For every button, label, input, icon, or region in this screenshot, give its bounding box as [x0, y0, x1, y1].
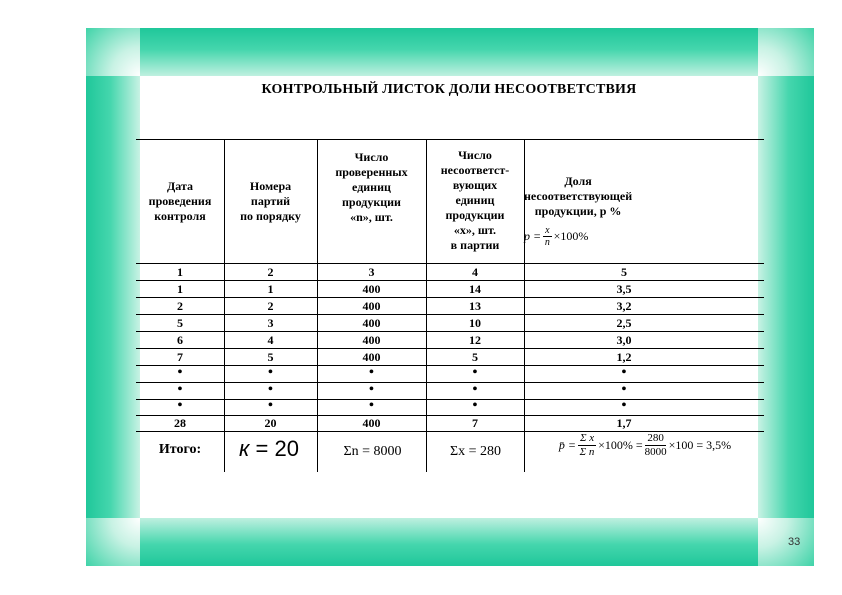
cell-date: 1: [177, 282, 183, 296]
header-nonconforming-units: Число несоответст- вующих единиц продукции «x», шт. в партии: [440, 148, 510, 252]
cell-n: 400: [362, 333, 381, 347]
cell-date: 2: [177, 299, 183, 313]
totals-batch-count: [224, 436, 314, 462]
header-share-label: Доля несоответствующей продукции, p %: [524, 174, 633, 218]
formula-fraction: [543, 225, 551, 248]
mean-formula-fraction-values: [645, 432, 667, 459]
cell-p: 1,7: [616, 416, 632, 430]
mean-formula-fraction-sums: [578, 432, 596, 459]
cell-date: 6: [177, 333, 183, 347]
k-symbol: к: [239, 436, 250, 461]
cell-ellipsis-dot: •: [268, 382, 273, 397]
cell-n: 400: [362, 316, 381, 330]
header-nonconforming-share: [524, 140, 764, 262]
mean-formula-den2: 8000: [644, 446, 667, 458]
cell-n: 400: [362, 416, 381, 430]
totals-mean-share-formula: [526, 432, 764, 459]
header-date: Дата проведения контроля: [148, 178, 212, 223]
cell-batch: 3: [267, 316, 274, 330]
cell-x: 13: [469, 299, 481, 313]
cell-date: 28: [174, 416, 186, 430]
frame-corner-bottom-left: [86, 518, 140, 566]
mean-formula-lhs: p̄ =: [558, 438, 576, 452]
cell-ellipsis-dot: •: [369, 365, 374, 380]
cell-x: 14: [469, 282, 481, 296]
cell-ellipsis-dot: •: [268, 365, 273, 380]
page-number: 33: [788, 536, 801, 548]
frame-right-bar: [758, 76, 814, 518]
cell-ellipsis-dot: •: [472, 365, 478, 380]
formula-numerator: x: [545, 225, 550, 236]
cell-x: 5: [472, 350, 478, 364]
cell-p: 2,5: [616, 316, 632, 330]
cell-ellipsis-dot: •: [472, 382, 478, 397]
mean-formula-den1: Σ n: [579, 446, 595, 458]
cell-n: 400: [362, 350, 381, 364]
cell-n: 400: [362, 282, 381, 296]
cell-date: 5: [177, 316, 183, 330]
cell-ellipsis-dot: •: [177, 382, 183, 397]
cell-ellipsis-dot: •: [621, 365, 627, 380]
cell-batch: 5: [267, 350, 274, 364]
cell-p: 1,2: [616, 350, 632, 364]
cell-p: 3,5: [616, 282, 632, 296]
cell-ellipsis-dot: •: [369, 382, 374, 397]
frame-corner-bottom-right: [758, 518, 814, 566]
frame-corner-top-left: [86, 28, 140, 76]
cell-ellipsis-dot: •: [177, 365, 183, 380]
column-number: 1: [177, 265, 183, 279]
cell-ellipsis-dot: •: [268, 398, 273, 413]
totals-sum-x: Σx = 280: [449, 444, 502, 459]
cell-x: 10: [469, 316, 481, 330]
cell-date: 7: [177, 350, 183, 364]
cell-batch: 20: [264, 416, 277, 430]
cell-x: 7: [472, 416, 478, 430]
mean-formula-num2: 280: [647, 432, 664, 444]
cell-p: 3,2: [616, 299, 632, 313]
cell-x: 12: [469, 333, 481, 347]
mean-formula-num1: Σ x: [579, 432, 595, 444]
header-inspected-units: Число проверенных единиц продукции «n», шт.: [335, 150, 408, 224]
share-formula: [524, 225, 588, 248]
header-batch-number: Номера партий по порядку: [240, 178, 301, 223]
mean-formula-mid: ×100% =: [598, 438, 643, 452]
cell-ellipsis-dot: •: [472, 398, 478, 413]
cell-batch: 1: [267, 282, 274, 296]
column-number: 5: [621, 265, 627, 279]
cell-ellipsis-dot: •: [177, 398, 183, 413]
formula-denominator: n: [544, 237, 550, 248]
cell-n: 400: [362, 299, 381, 313]
frame-top-bar: [140, 28, 758, 76]
frame-bottom-bar: [140, 518, 758, 566]
column-number: 4: [472, 265, 478, 279]
cell-ellipsis-dot: •: [369, 398, 374, 413]
frame-left-bar: [86, 76, 140, 518]
cell-p: 3,0: [616, 333, 632, 347]
totals-label: Итого:: [158, 442, 202, 457]
formula-lhs: p =: [524, 229, 542, 243]
cell-batch: 2: [267, 299, 274, 313]
frame-corner-top-right: [758, 28, 814, 76]
formula-rhs: ×100%: [553, 229, 589, 243]
k-value: = 20: [255, 436, 299, 461]
column-number: 2: [267, 265, 274, 279]
cell-batch: 4: [267, 333, 274, 347]
cell-ellipsis-dot: •: [621, 382, 627, 397]
mean-formula-rhs: ×100 = 3,5%: [668, 438, 732, 452]
cell-ellipsis-dot: •: [621, 398, 627, 413]
column-number: 3: [368, 265, 375, 279]
totals-sum-n: Σn = 8000: [343, 444, 402, 459]
page-title: КОНТРОЛЬНЫЙ ЛИСТОК ДОЛИ НЕСООТВЕТСТВИЯ: [261, 82, 637, 97]
